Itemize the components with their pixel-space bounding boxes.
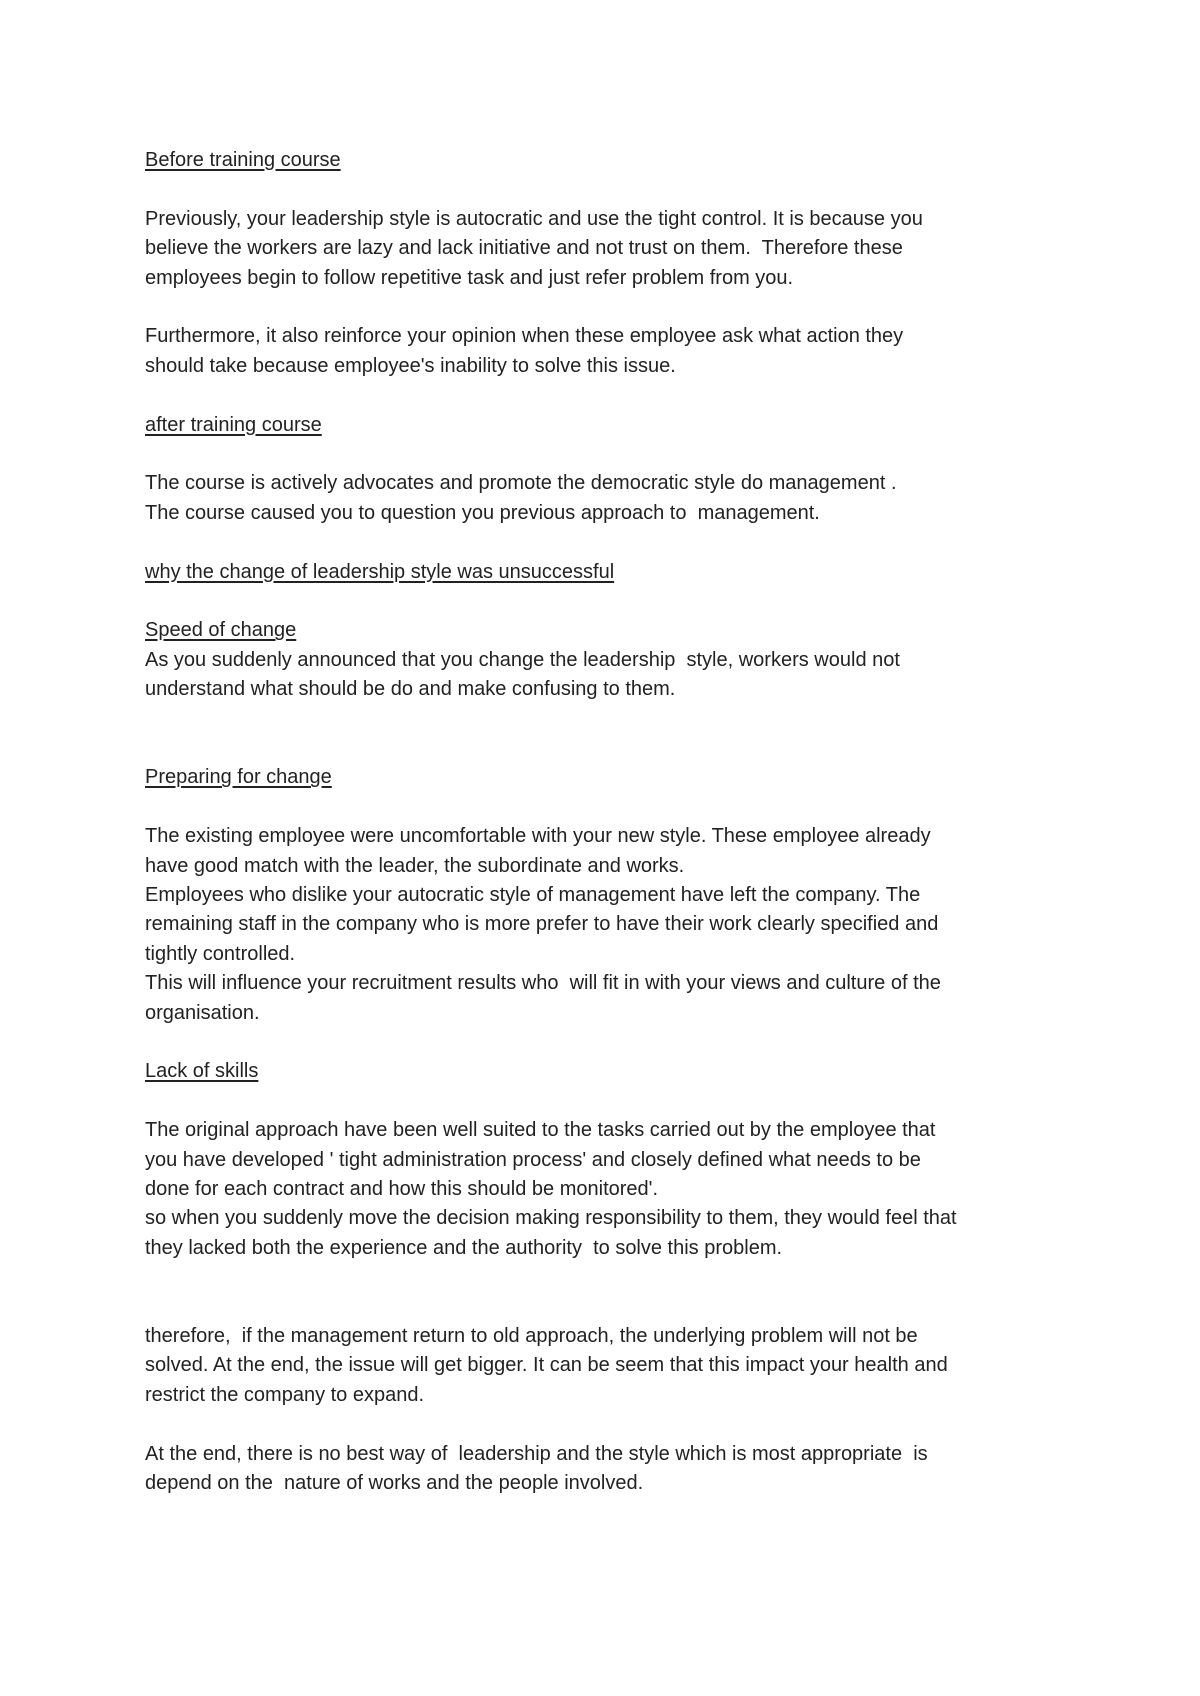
- paragraph: [145, 646, 1065, 705]
- paragraph-line: solved. At the end, the issue will get bigger. It can be seem that this impact your health and: [145, 1354, 948, 1377]
- paragraph-line: remaining staff in the company who is more prefer to have their work clearly specified and: [145, 913, 939, 936]
- section-heading: Lack of skills: [145, 1060, 259, 1083]
- paragraph-line: believe the workers are lazy and lack initiative and not trust on them. Therefore these: [145, 237, 903, 260]
- paragraph-line: The course is actively advocates and promote the democratic style do management .: [145, 472, 897, 495]
- paragraph-line: As you suddenly announced that you change the leadership style, workers would not: [145, 648, 900, 671]
- paragraph: [145, 1322, 1065, 1410]
- paragraph-line: At the end, there is no best way of leadership and the style which is most appropriate is: [145, 1442, 928, 1465]
- paragraph-line: understand what should be do and make confusing to them.: [145, 678, 676, 701]
- paragraph-line: so when you suddenly move the decision making responsibility to them, they would feel that: [145, 1207, 957, 1230]
- section-speed-of-change: [145, 616, 1065, 704]
- paragraph-line: Previously, your leadership style is autocratic and use the tight control. It is because you: [145, 207, 923, 230]
- paragraph-line: have good match with the leader, the subordinate and works.: [145, 854, 685, 877]
- paragraph-line: done for each contract and how this should be monitored'.: [145, 1178, 659, 1201]
- section-heading: Before training course: [145, 149, 341, 171]
- section-preparing-for-change: [145, 763, 1065, 1028]
- paragraph-line: depend on the nature of works and the people involved.: [145, 1472, 644, 1495]
- paragraph: [145, 469, 1065, 528]
- paragraph-line: therefore, if the management return to old approach, the underlying problem will not be: [145, 1325, 918, 1348]
- paragraph: [145, 205, 1065, 293]
- section-heading: after training course: [145, 413, 322, 436]
- section-lack-of-skills: [145, 1057, 1065, 1263]
- paragraph-line: The original approach have been well suited to the tasks carried out by the employee that: [145, 1119, 936, 1142]
- paragraph: [145, 322, 1065, 381]
- paragraph-line: they lacked both the experience and the authority to solve this problem.: [145, 1236, 783, 1259]
- paragraph: [145, 1116, 1065, 1263]
- section-heading: why the change of leadership style was unsuccessful: [145, 560, 615, 583]
- paragraph-line: restrict the company to expand.: [145, 1383, 425, 1406]
- paragraph-line: organisation.: [145, 1001, 260, 1024]
- paragraph-line: The existing employee were uncomfortable with your new style. These employee already: [145, 825, 931, 848]
- paragraph-line: you have developed ' tight administration process' and closely defined what needs to be: [145, 1148, 921, 1171]
- paragraph-line: The course caused you to question you previous approach to management.: [145, 501, 820, 524]
- section-heading: Speed of change: [145, 619, 297, 642]
- paragraph-line: employees begin to follow repetitive task and just refer problem from you.: [145, 266, 794, 289]
- paragraph-line: This will influence your recruitment results who will fit in with your views and culture of the: [145, 972, 941, 995]
- paragraph-line: Furthermore, it also reinforce your opinion when these employee ask what action they: [145, 325, 904, 348]
- paragraph: [145, 822, 1065, 1028]
- section-conclusion: [145, 1322, 1065, 1498]
- paragraph: [145, 1440, 1065, 1499]
- section-after-training: [145, 411, 1065, 529]
- section-why-unsuccessful: [145, 558, 1065, 587]
- paragraph-line: tightly controlled.: [145, 942, 296, 965]
- paragraph-line: Employees who dislike your autocratic style of management have left the company. The: [145, 884, 921, 907]
- section-heading: Preparing for change: [145, 766, 332, 789]
- section-before-training: [145, 146, 1065, 381]
- document-body: [145, 146, 1065, 1499]
- paragraph-line: should take because employee's inability to solve this issue.: [145, 354, 676, 377]
